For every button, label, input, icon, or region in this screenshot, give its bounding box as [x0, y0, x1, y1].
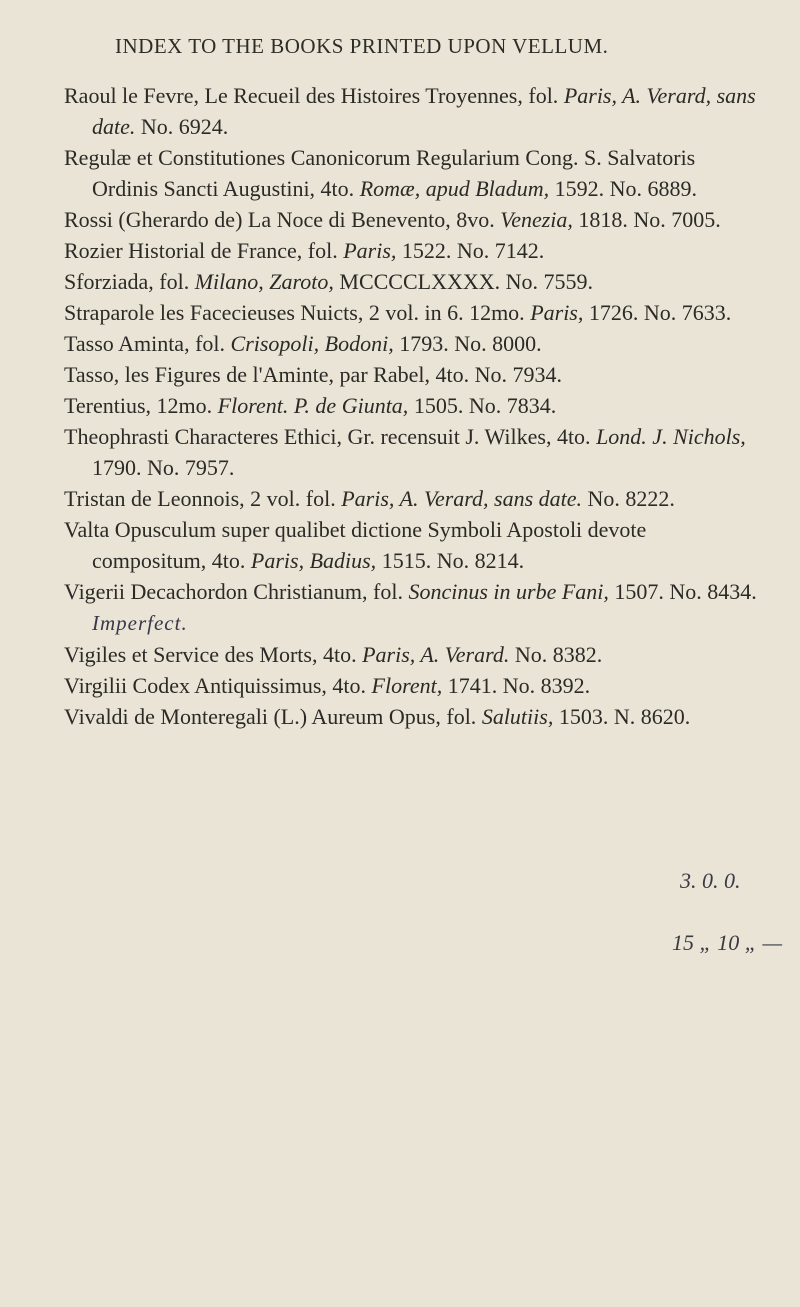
index-entry: Rozier Historial de France, fol. Paris, 1522. No. 7142.	[64, 238, 545, 263]
index-entry: Virgilii Codex Antiquissimus, 4to. Florent, 1741. No. 8392.	[64, 673, 591, 698]
index-entry: Valta Opusculum super qualibet dictione Symboli Apostoli devote compositum, 4to. Paris, Badius, 1515. No. 8214.	[64, 517, 647, 573]
index-entry: Tasso Aminta, fol. Crisopoli, Bodoni, 1793. No. 8000.	[64, 331, 542, 356]
index-entry: Raoul le Fevre, Le Recueil des Histoires Troyennes, fol. Paris, A. Verard, sans date. No. 6924.	[64, 83, 756, 139]
index-entry: Tristan de Leonnois, 2 vol. fol. Paris, A. Verard, sans date. No. 8222.	[64, 486, 675, 511]
index-entry: Terentius, 12mo. Florent. P. de Giunta, 1505. No. 7834.	[64, 393, 557, 418]
index-entry: Sforziada, fol. Milano, Zaroto, MCCCCLXXXX. No. 7559.	[64, 269, 594, 294]
index-entry: Rossi (Gherardo de) La Noce di Benevento, 8vo. Venezia, 1818. No. 7005.	[64, 207, 721, 232]
index-entries	[64, 80, 764, 732]
margin-price-vigerii: 15 „ 10 „ —	[672, 930, 783, 955]
index-entry: Regulæ et Constitutiones Canonicorum Regularium Cong. S. Salvatoris Ordinis Sancti Augustini, 4to. Romæ, apud Bladum, 1592. No. 6889.	[64, 145, 698, 201]
page-header: INDEX TO THE BOOKS PRINTED UPON VELLUM.	[115, 34, 609, 58]
index-entry: Straparole les Facecieuses Nuicts, 2 vol. in 6. 12mo. Paris, 1726. No. 7633.	[64, 300, 732, 325]
index-entry: Vivaldi de Monteregali (L.) Aureum Opus, fol. Salutiis, 1503. N. 8620.	[64, 704, 691, 729]
handwritten-note: Imperfect.	[92, 611, 188, 635]
index-entry: Theophrasti Characteres Ethici, Gr. recensuit J. Wilkes, 4to. Lond. J. Nichols, 1790. No. 7957.	[64, 424, 746, 480]
margin-price-valta: 3. 0. 0.	[680, 868, 741, 893]
index-entry: Vigerii Decachordon Christianum, fol. Soncinus in urbe Fani, 1507. No. 8434. Imperfect.	[64, 579, 757, 635]
index-entry: Vigiles et Service des Morts, 4to. Paris, A. Verard. No. 8382.	[64, 642, 603, 667]
index-entry: Tasso, les Figures de l'Aminte, par Rabel, 4to. No. 7934.	[64, 362, 562, 387]
